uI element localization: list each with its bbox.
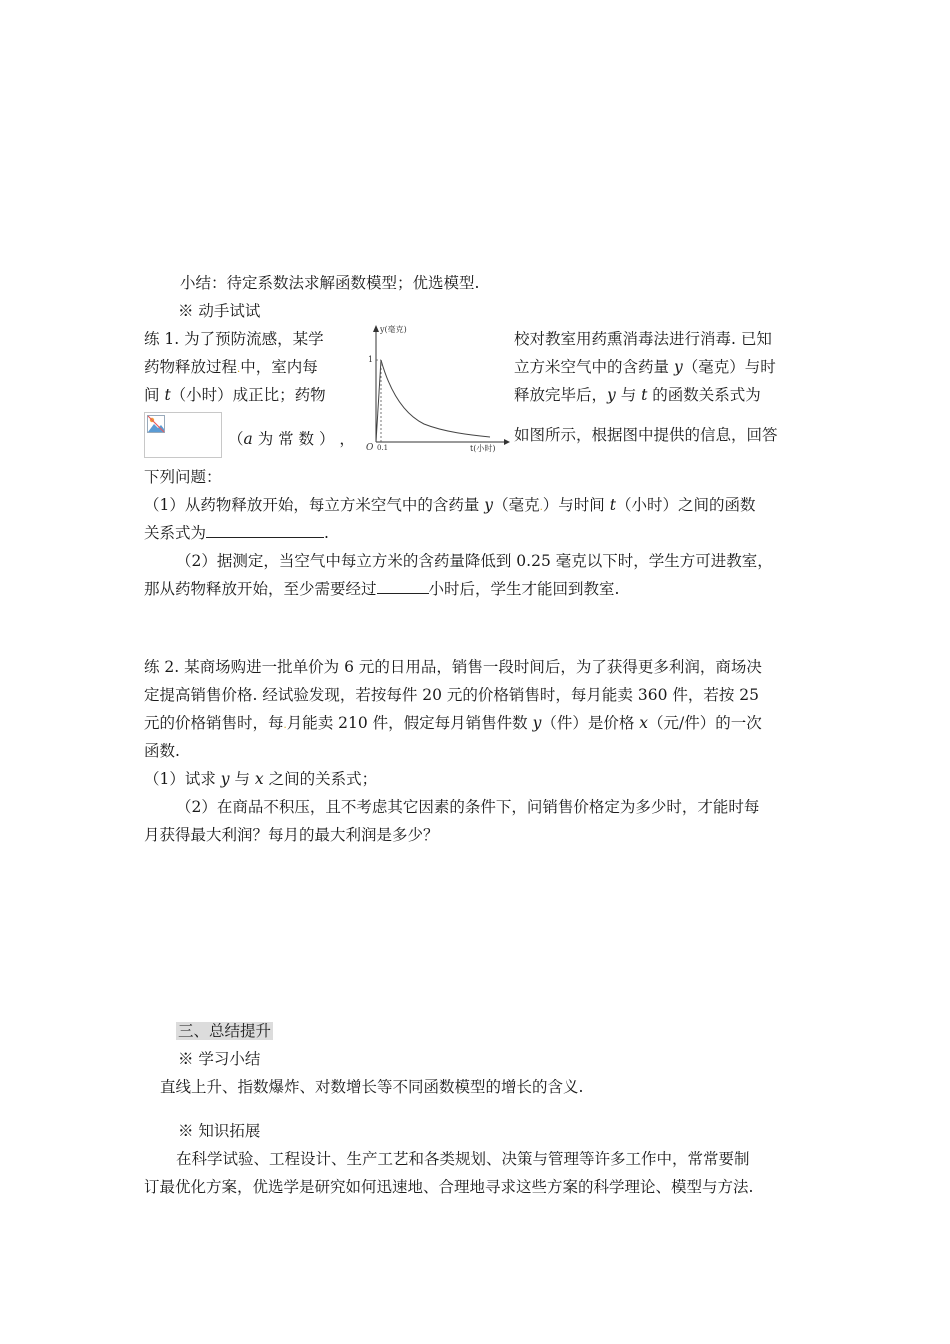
ex2-q1b: 与 [229, 770, 255, 788]
answer-blank-2[interactable] [377, 579, 429, 594]
var-x: x [639, 714, 649, 732]
ex1-right-line-2 [514, 356, 776, 378]
ex1-question-1 [144, 494, 755, 519]
ex1-r3a: 释放完毕后， [514, 386, 608, 404]
answer-blank-1[interactable] [206, 523, 324, 538]
ex1-r2b: （毫克）与时 [682, 358, 776, 376]
var-y: y [484, 496, 494, 514]
section-3-title: 三、总结提升 [178, 1022, 272, 1040]
var-y: y [673, 358, 683, 376]
q2-part-c: 小时后，学生才能回到教室. [428, 580, 620, 598]
ex1-question-2-cont [144, 578, 619, 600]
broken-image-icon [147, 415, 165, 433]
ex2-q1a: （1）试求 [144, 770, 221, 788]
knowledge-ext-line-2: 订最优化方案，优选学是研究如何迅速地、合理地寻求这些方案的科学理论、模型与方法. [144, 1178, 754, 1196]
q1-part-c: ）与时间 [542, 496, 610, 514]
y-tick-label: 1 [368, 355, 374, 364]
ex1-left-line-2 [144, 356, 318, 381]
ex2-line-3 [144, 712, 762, 737]
ex1-right-line-1: 校对教室用药熏消毒法进行消毒. 已知 [514, 330, 772, 348]
var-a: a [243, 430, 253, 448]
ex2-question-2-cont: 月获得最大利润？每月的最大利润是多少？ [144, 826, 439, 844]
ex1-l2b: 中，室内每 [240, 358, 318, 376]
study-summary-text: 直线上升、指数爆炸、对数增长等不同函数模型的增长的含义. [160, 1078, 584, 1096]
ex2-line-2: 定提高销售价格. 经试验发现，若按每件 20 元的价格销售时，每月能卖 360 件，若按 25 [144, 686, 760, 704]
ex1-l2a: 药物释放过程 [144, 358, 238, 376]
ex2-question-1 [144, 768, 377, 790]
ex2-l3c: （件）是价格 [541, 714, 640, 732]
var-y: y [220, 770, 230, 788]
origin-label: O [366, 443, 374, 453]
y-axis-arrow [373, 325, 379, 332]
knowledge-ext-line-1: 在科学试验、工程设计、生产工艺和各类规划、决策与管理等许多工作中，常常要制 [176, 1150, 750, 1168]
summary-line: 小结：待定系数法求解函数模型；优选模型. [180, 274, 480, 292]
decay-curve [381, 360, 490, 437]
ex1-l3b: （小时）成正比；药物 [170, 386, 326, 404]
mark-dot: . [539, 502, 543, 513]
ex1-left-line-1: 练 1. 为了预防流感，某学 [144, 330, 324, 348]
ex1-question-1-cont [144, 522, 329, 544]
q1-part-b: （毫克 [493, 496, 540, 514]
ex2-line-4: 函数. [144, 742, 180, 760]
ex2-l3d: （元/件）的一次 [648, 714, 762, 732]
ex2-q1c: 之间的关系式； [263, 770, 378, 788]
ex1-r3b: 与 [615, 386, 642, 404]
ex2-line-1: 练 2. 某商场购进一批单价为 6 元的日用品，销售一段时间后，为了获得更多利润，商场决 [144, 658, 762, 676]
ex2-l3a: 元的价格销售时，每 [144, 714, 284, 732]
broken-image-placeholder [144, 412, 222, 458]
ex1-right-line-3 [514, 384, 761, 406]
ex2-question-2: （2）在商品不积压，且不考虑其它因素的条件下，问销售价格定为多少时，才能时每 [176, 798, 760, 816]
ex1-question-2: （2）据测定，当空气中每立方米的含药量降低到 0.25 毫克以下时，学生方可进教室， [176, 552, 773, 570]
var-t: t [641, 386, 648, 404]
x-axis-arrow [504, 439, 510, 445]
q1-part-e: 关系式为 [144, 524, 207, 542]
var-t: t [164, 386, 171, 404]
q1-part-d: （小时）之间的函数 [615, 496, 756, 514]
mark-dot: . [283, 720, 287, 731]
mark-dot: . [237, 364, 241, 375]
var-y: y [607, 386, 616, 404]
y-axis-label: y(毫克) [380, 325, 407, 334]
ex1-right-line-4: 如图所示，根据图中提供的信息，回答 [514, 426, 778, 444]
var-x: x [254, 770, 264, 788]
var-t: t [609, 496, 616, 514]
q2-part-b: 那从药物释放开始，至少需要经过 [144, 580, 377, 598]
var-y: y [532, 714, 542, 732]
ex1-l4b: 为 常 数 ） ， [252, 430, 355, 448]
ex1-r2a: 立方米空气中的含药量 [514, 358, 674, 376]
section-3-heading [176, 1020, 273, 1042]
knowledge-ext-heading: ※ 知识拓展 [178, 1122, 261, 1140]
q1-part-a: （1）从药物释放开始，每立方米空气中的含药量 [144, 496, 485, 514]
rise-line [376, 360, 381, 442]
ex1-r3c: 的函数关系式为 [647, 386, 761, 404]
try-heading: ※ 动手试试 [178, 302, 261, 320]
ex1-l3a: 间 [144, 386, 165, 404]
ex1-left-line-4 [228, 428, 355, 450]
ex1-line-5: 下列问题： [144, 468, 222, 486]
x-tick-label: 0.1 [377, 444, 389, 452]
ex1-left-line-3 [144, 384, 326, 406]
ex2-l3b: 月能卖 210 件，假定每月销售件数 [286, 714, 533, 732]
x-axis-label: t(小时) [470, 444, 496, 453]
study-summary-heading: ※ 学习小结 [178, 1050, 261, 1068]
decay-graph [362, 322, 512, 454]
q1-part-f: . [324, 524, 329, 542]
ex1-l4a: （ [228, 430, 244, 448]
